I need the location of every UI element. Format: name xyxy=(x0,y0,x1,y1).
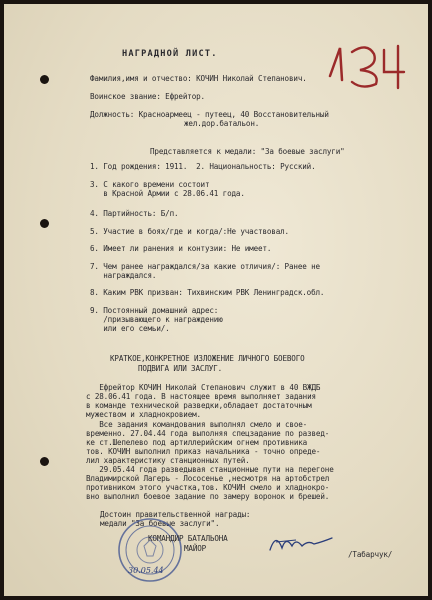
summary-line: тов. КОЧИН выполнил приказ начальника - точно опреде- xyxy=(86,447,321,456)
summary-line: 29.05.44 года разведывая станционные пути на перегоне xyxy=(86,465,334,474)
field-name: Фамилия,имя и отчество: КОЧИН Николай Степанович. xyxy=(90,74,307,83)
signature-title: КОМАНДИР БАТАЛЬОНА xyxy=(148,534,228,543)
item-line: 8. Каким РВК призван: Тихвинским РВК Ленинградск.обл. xyxy=(90,288,325,297)
red-pencil-number xyxy=(322,36,412,91)
punch-hole xyxy=(40,457,49,466)
summary-heading-cont: ПОДВИГА ИЛИ ЗАСЛУГ. xyxy=(138,364,223,373)
summary-line: в команде технической разведки,обладает достаточным xyxy=(86,401,312,410)
item-line: 9. Постоянный домашний адрес: xyxy=(90,306,219,315)
item-line: 3. С какого времени состоит xyxy=(90,180,210,189)
item-line: в Красной Армии с 28.06.41 года. xyxy=(90,189,245,198)
field-position-cont: жел.дор.батальон. xyxy=(184,119,260,128)
item-line: /призывающего к награждению xyxy=(90,315,223,324)
signature-name: /Табарчук/ xyxy=(348,550,393,559)
item-line: награждался. xyxy=(90,271,157,280)
summary-heading: КРАТКОЕ,КОНКРЕТНОЕ ИЗЛОЖЕНИЕ ЛИЧНОГО БОЕВОГО xyxy=(110,354,305,363)
stamp-date: 30.05.44 xyxy=(128,566,164,575)
summary-line: противником этого участка,тов. КОЧИН смело и хладнокро- xyxy=(86,483,330,492)
item-line: 5. Участие в боях/где и когда/:Не участвовал. xyxy=(90,227,289,236)
summary-line: Владимирской Лагерь - Лососенье ,несмотря на артобстрел xyxy=(86,474,330,483)
item-line: или его семьи/. xyxy=(90,324,170,333)
item-line: 6. Имеет ли ранения и контузии: Не имеет. xyxy=(90,244,272,253)
summary-line: временно. 27.04.44 года выполняя спецзадание по развед- xyxy=(86,429,330,438)
item-line: 1. Год рождения: 1911. 2. Национальность: Русский. xyxy=(90,162,316,171)
summary-line: мужеством и хладнокровием. xyxy=(86,410,201,419)
punch-hole xyxy=(40,219,49,228)
conclusion-cont: медали "За боевые заслуги". xyxy=(100,519,220,528)
item-line: 4. Партийность: Б/п. xyxy=(90,209,179,218)
summary-line: вно выполнил боевое задание по замеру воронок и брешей. xyxy=(86,492,330,501)
award-sheet xyxy=(4,4,428,596)
summary-line: с 28.06.41 года. В настоящее время выполняет задания xyxy=(86,392,316,401)
field-position: Должность: Красноармеец - путеец, 40 Восстановительный xyxy=(90,110,329,119)
summary-line: Все задания командования выполнял смело и свое- xyxy=(86,420,308,429)
summary-line: ке ст.Шепелево под артиллерийским огнем противника xyxy=(86,438,308,447)
item-line: 7. Чем ранее награждался/за какие отличия/: Ранее не xyxy=(90,262,320,271)
summary-line: Ефрейтор КОЧИН Николай Степанович служит в 40 ВЖДБ xyxy=(86,383,321,392)
conclusion: Достоин правительственной награды: xyxy=(100,510,251,519)
field-presented: Представляется к медали: "За боевые заслуги" xyxy=(150,147,345,156)
punch-hole xyxy=(40,75,49,84)
document-title: НАГРАДНОЙ ЛИСТ. xyxy=(122,49,218,59)
field-rank: Воинское звание: Ефрейтор. xyxy=(90,92,205,101)
handwritten-signature xyxy=(266,528,336,558)
summary-line: лил характеристику станционных путей. xyxy=(86,456,250,465)
signature-title-cont: МАЙОР xyxy=(184,544,207,553)
